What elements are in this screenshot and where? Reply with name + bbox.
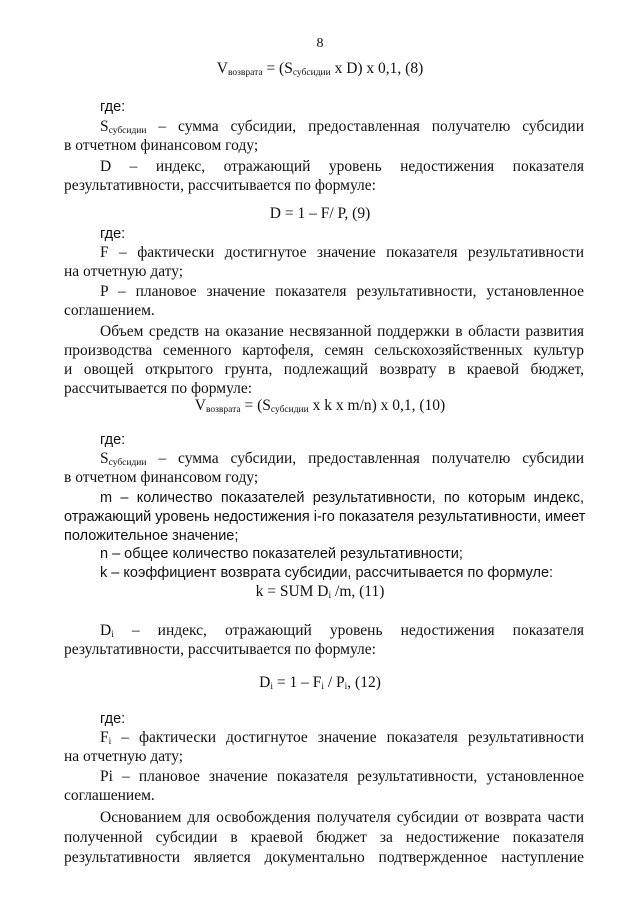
- definition-p-line1: P – плановое значение показателя результативности, установленное: [100, 283, 584, 300]
- definition-s-line2: в отчетном финансовом году;: [64, 137, 259, 154]
- formula-subscript: i: [328, 591, 332, 601]
- definition-text: – сумма субсидии, предоставленная получателю субсидии: [146, 118, 584, 135]
- page-number: 8: [316, 36, 324, 51]
- symbol: S: [100, 450, 109, 467]
- symbol-subscript: субсидии: [108, 126, 147, 136]
- formula-text: V: [216, 60, 228, 77]
- definition-text: – индекс, отражающий уровень недостижения показателя: [113, 622, 584, 639]
- formula-9: D = 1 – F/ P, (9): [269, 205, 371, 222]
- formula-text: V: [194, 397, 206, 414]
- formula-text: , (12): [347, 674, 381, 691]
- formula-text: D: [259, 674, 271, 691]
- formula-text: x k x m/n) x 0,1, (10): [308, 397, 446, 414]
- paragraph-line: рассчитывается по формуле:: [64, 380, 253, 397]
- symbol-subscript: субсидии: [108, 458, 147, 468]
- formula-text: / P: [323, 674, 345, 691]
- definition-k-line: k – коэффициент возврата субсидии, рассчитывается по формуле:: [100, 565, 554, 581]
- definition-s-line1: [100, 450, 584, 468]
- paragraph-line: Основанием для освобождения получателя субсидии от возврата части: [100, 809, 584, 826]
- definition-text: – фактически достигнутое значение показателя результативности: [111, 729, 584, 746]
- definition-d-line1: D – индекс, отражающий уровень недостижения показателя: [100, 158, 584, 175]
- formula-subscript: i: [344, 682, 348, 692]
- symbol: F: [100, 729, 109, 746]
- definition-m-line3: положительное значение;: [64, 528, 239, 544]
- definition-fi-line1: [100, 729, 584, 747]
- definition-di-line2: результативности, рассчитывается по формуле:: [64, 641, 376, 658]
- where-label: где:: [100, 99, 126, 115]
- formula-subscript: субсидии: [292, 68, 331, 78]
- definition-f-line2: на отчетную дату;: [64, 263, 184, 280]
- formula-subscript: i: [321, 682, 324, 692]
- paragraph-line: результативности является документально подтвержденное наступление: [64, 849, 584, 866]
- formula-subscript: i: [270, 682, 273, 692]
- definition-pi-line1: Pi – плановое значение показателя результативности, установленное: [100, 768, 584, 785]
- symbol: D: [100, 622, 112, 639]
- formula-text: k = SUM D: [255, 583, 329, 600]
- formula-11: [0, 583, 640, 601]
- definition-text: – сумма субсидии, предоставленная получателю субсидии: [146, 450, 584, 467]
- definition-n-line: n – общее количество показателей результативности;: [100, 546, 463, 562]
- definition-pi-line2: соглашением.: [64, 787, 155, 804]
- definition-di-line1: [100, 622, 584, 640]
- definition-s-line1: [100, 118, 584, 136]
- formula-text: = (S: [240, 397, 271, 414]
- formula-subscript: субсидии: [270, 405, 309, 415]
- definition-m-line2: отражающий уровень недостижения i-го показателя результативности, имеет: [64, 509, 586, 525]
- formula-text: = (S: [262, 60, 293, 77]
- symbol-subscript: i: [108, 737, 112, 747]
- formula-text: = 1 – F: [272, 674, 322, 691]
- definition-d-line2: результативности, рассчитывается по формуле:: [64, 177, 376, 194]
- formula-subscript: возврата: [227, 68, 263, 78]
- where-label: где:: [100, 711, 126, 727]
- definition-p-line2: соглашением.: [64, 302, 155, 319]
- definition-s-line2: в отчетном финансовом году;: [64, 469, 259, 486]
- symbol-subscript: i: [111, 630, 114, 640]
- definition-m-line1: m – количество показателей результативности, по которым индекс,: [100, 490, 584, 506]
- where-label: где:: [100, 432, 126, 448]
- paragraph-line: полученной субсидии в краевой бюджет за недостижение показателя: [64, 829, 584, 846]
- definition-f-line1: F – фактически достигнутое значение показателя результативности: [100, 244, 584, 261]
- formula-10: [0, 397, 640, 415]
- formula-8: [0, 60, 640, 78]
- formula-12: [0, 674, 640, 692]
- paragraph-line: производства семенного картофеля, семян сельскохозяйственных культур: [64, 342, 584, 359]
- definition-fi-line2: на отчетную дату;: [64, 748, 184, 765]
- where-label: где:: [100, 226, 126, 242]
- formula-text: /m, (11): [331, 583, 385, 600]
- paragraph-line: Объем средств на оказание несвязанной поддержки в области развития: [100, 323, 584, 340]
- formula-subscript: возврата: [205, 405, 241, 415]
- symbol: S: [100, 118, 109, 135]
- paragraph-line: и овощей открытого грунта, подлежащий возврату в краевой бюджет,: [64, 361, 584, 378]
- formula-text: x D) x 0,1, (8): [330, 60, 424, 77]
